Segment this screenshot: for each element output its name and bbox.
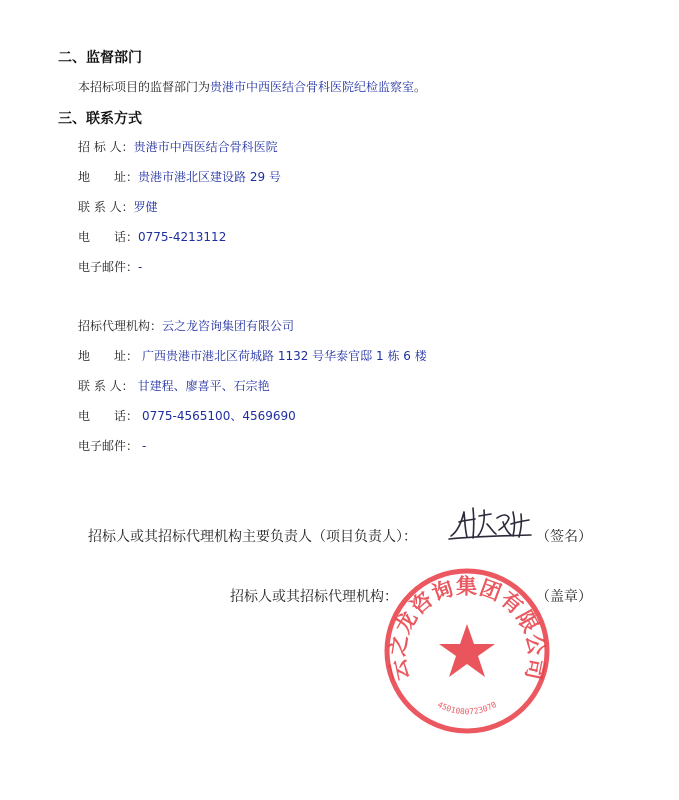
supervision-text: [78, 78, 426, 95]
agency-phone-row: [78, 407, 296, 424]
seal-label: 招标人或其招标代理机构：: [230, 589, 398, 605]
agency-name-label: 招标代理机构：: [78, 319, 163, 333]
signature-suffix: （签名）: [536, 529, 592, 545]
tenderer-address-value: 贵港市港北区建设路 29 号: [138, 170, 281, 184]
tenderer-name-value: 贵港市中西医结合骨科医院: [133, 140, 278, 154]
supervision-prefix: 本招标项目的监督部门为: [78, 80, 211, 94]
section-3-title: 三、联系方式: [58, 111, 142, 127]
tenderer-email-value: -: [138, 260, 143, 274]
tenderer-contact-value: 罗健: [133, 200, 158, 214]
agency-address-label: 地 址：: [78, 349, 139, 363]
supervision-suffix: 。: [414, 80, 427, 94]
handwritten-signature: [447, 502, 533, 542]
agency-phone-label: 电 话：: [78, 409, 139, 423]
agency-name-value: 云之龙咨询集团有限公司: [162, 319, 295, 333]
agency-email-row: [78, 437, 146, 454]
supervision-dept: 贵港市中西医结合骨科医院纪检监察室: [210, 80, 415, 94]
signature-label: 招标人或其招标代理机构主要负责人（项目负责人）：: [88, 529, 417, 545]
tenderer-email-row: [78, 258, 142, 275]
tenderer-phone-value: 0775-4213112: [138, 230, 227, 244]
tenderer-name-label: 招 标 人：: [78, 140, 134, 154]
tenderer-phone-row: [78, 228, 226, 245]
seal-text: 云之龙咨询集团有限公司: [385, 574, 549, 683]
tenderer-address-label: 地 址：: [78, 170, 139, 184]
agency-contact-value: 甘建程、廖喜平、石宗艳: [137, 379, 270, 393]
tenderer-contact-row: [78, 198, 158, 215]
seal-number: 4501080723070: [435, 700, 499, 717]
agency-phone-value: 0775-4565100、4569690: [142, 409, 296, 423]
tenderer-name-row: [78, 138, 278, 155]
agency-contact-row: [78, 377, 270, 394]
agency-email-value: -: [142, 439, 147, 453]
agency-address-row: [78, 347, 427, 364]
agency-address-value: 广西贵港市港北区荷城路 1132 号华泰官邸 1 栋 6 楼: [142, 349, 427, 363]
tenderer-email-label: 电子邮件：: [78, 260, 139, 274]
seal-suffix: （盖章）: [536, 589, 592, 605]
section-2-title: 二、监督部门: [58, 50, 142, 66]
agency-email-label: 电子邮件：: [78, 439, 139, 453]
agency-name-row: [78, 317, 294, 334]
company-seal: [382, 566, 552, 736]
tenderer-phone-label: 电 话：: [78, 230, 139, 244]
seal-star-icon: [439, 624, 495, 677]
tenderer-contact-label: 联 系 人：: [78, 200, 134, 214]
tenderer-address-row: [78, 168, 281, 185]
agency-contact-label: 联 系 人：: [78, 379, 134, 393]
